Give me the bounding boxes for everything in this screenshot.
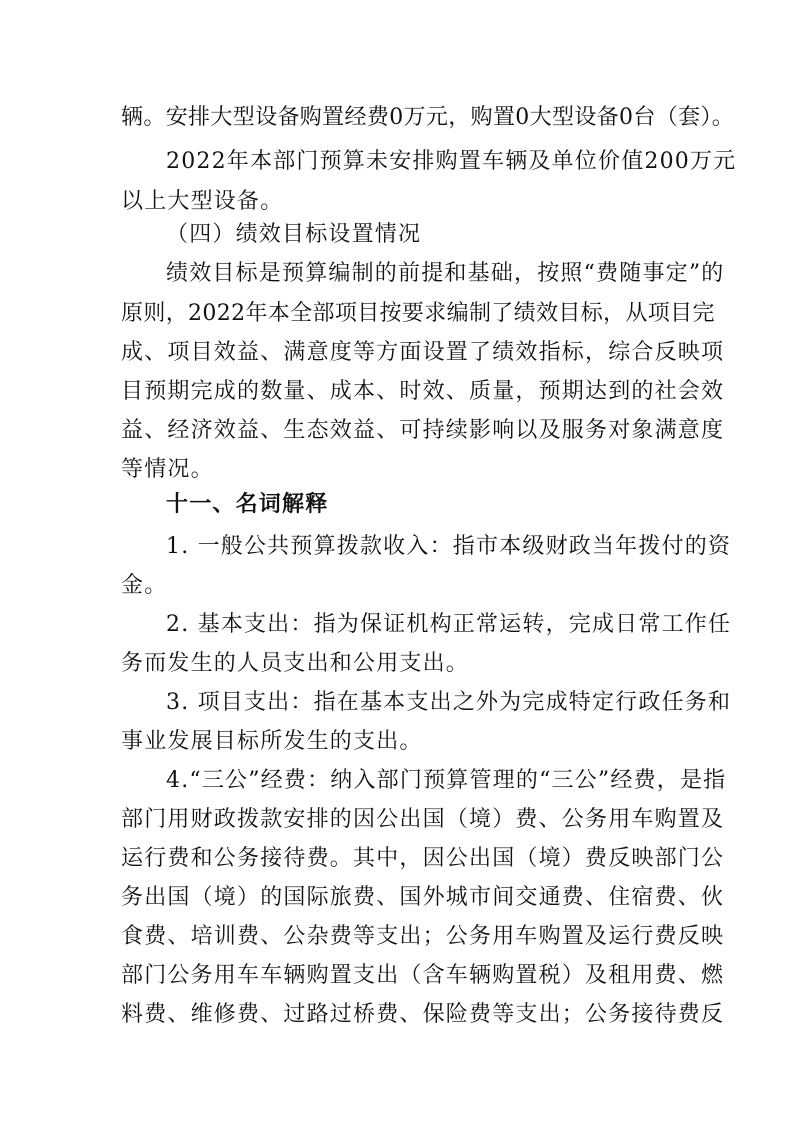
text-line-11 — [0, 485, 793, 523]
text-line-14 — [0, 606, 793, 644]
text-line-7 — [0, 334, 793, 372]
term-definition: 1. 一般公共预算拨款收入：指市本级财政当年拨付的资 — [166, 534, 732, 559]
body-text: 目预期完成的数量、成本、时效、质量，预期达到的社会效 — [121, 379, 725, 404]
text-line-18 — [0, 762, 793, 800]
section-heading: 十一、名词解释 — [166, 491, 329, 517]
text-line-23 — [0, 957, 793, 995]
body-text: 以上大型设备。 — [121, 189, 284, 214]
text-line-8 — [0, 373, 793, 411]
body-text: 等情况。 — [121, 457, 214, 482]
body-text: 原则，2022年本全部项目按要求编制了绩效目标，从项目完 — [121, 301, 715, 326]
text-line-10 — [0, 451, 793, 489]
body-text: 部门用财政拨款安排的因公出国（境）费、公务用车购置及 — [121, 807, 725, 832]
term-definition: 4.“三公”经费：纳入部门预算管理的“三公”经费，是指 — [166, 768, 727, 793]
body-text: 部门公务用车车辆购置支出（含车辆购置税）及租用费、燃 — [121, 963, 725, 988]
text-line-21 — [0, 879, 793, 917]
text-line-24 — [0, 996, 793, 1034]
body-text: 绩效目标是预算编制的前提和基础，按照“费随事定”的 — [166, 261, 725, 286]
term-definition: 3. 项目支出：指在基本支出之外为完成特定行政任务和 — [166, 690, 732, 715]
body-text: 金。 — [121, 573, 168, 598]
body-text: 辆。安排大型设备购置经费0万元，购置0大型设备0台（套）。 — [121, 105, 735, 130]
body-text: 运行费和公务接待费。其中，因公出国（境）费反映部门公 — [121, 846, 725, 871]
term-definition: 2. 基本支出：指为保证机构正常运转，完成日常工作任 — [166, 612, 732, 637]
text-line-2 — [0, 143, 793, 181]
body-text: 事业发展目标所发生的支出。 — [121, 729, 423, 754]
text-line-20 — [0, 840, 793, 878]
text-line-9 — [0, 412, 793, 450]
text-line-1 — [0, 99, 793, 137]
text-line-6 — [0, 295, 793, 333]
body-text: 益、经济效益、生态效益、可持续影响以及服务对象满意度 — [121, 418, 725, 443]
body-text: 食费、培训费、公杂费等支出；公务用车购置及运行费反映 — [121, 924, 725, 949]
body-text: 成、项目效益、满意度等方面设置了绩效指标，综合反映项 — [121, 340, 725, 365]
text-line-4 — [0, 216, 793, 254]
text-line-12 — [0, 528, 793, 566]
section-subheading: （四）绩效目标设置情况 — [166, 222, 422, 247]
text-line-22 — [0, 918, 793, 956]
text-line-15 — [0, 645, 793, 683]
text-line-17 — [0, 723, 793, 761]
text-line-13 — [0, 567, 793, 605]
body-text: 料费、维修费、过路过桥费、保险费等支出；公务接待费反 — [121, 1002, 725, 1027]
text-line-5 — [0, 255, 793, 293]
text-line-16 — [0, 684, 793, 722]
body-text: 务出国（境）的国际旅费、国外城市间交通费、住宿费、伙 — [121, 885, 725, 910]
body-text: 2022年本部门预算未安排购置车辆及单位价值200万元 — [166, 149, 737, 174]
text-line-19 — [0, 801, 793, 839]
body-text: 务而发生的人员支出和公用支出。 — [121, 651, 470, 676]
